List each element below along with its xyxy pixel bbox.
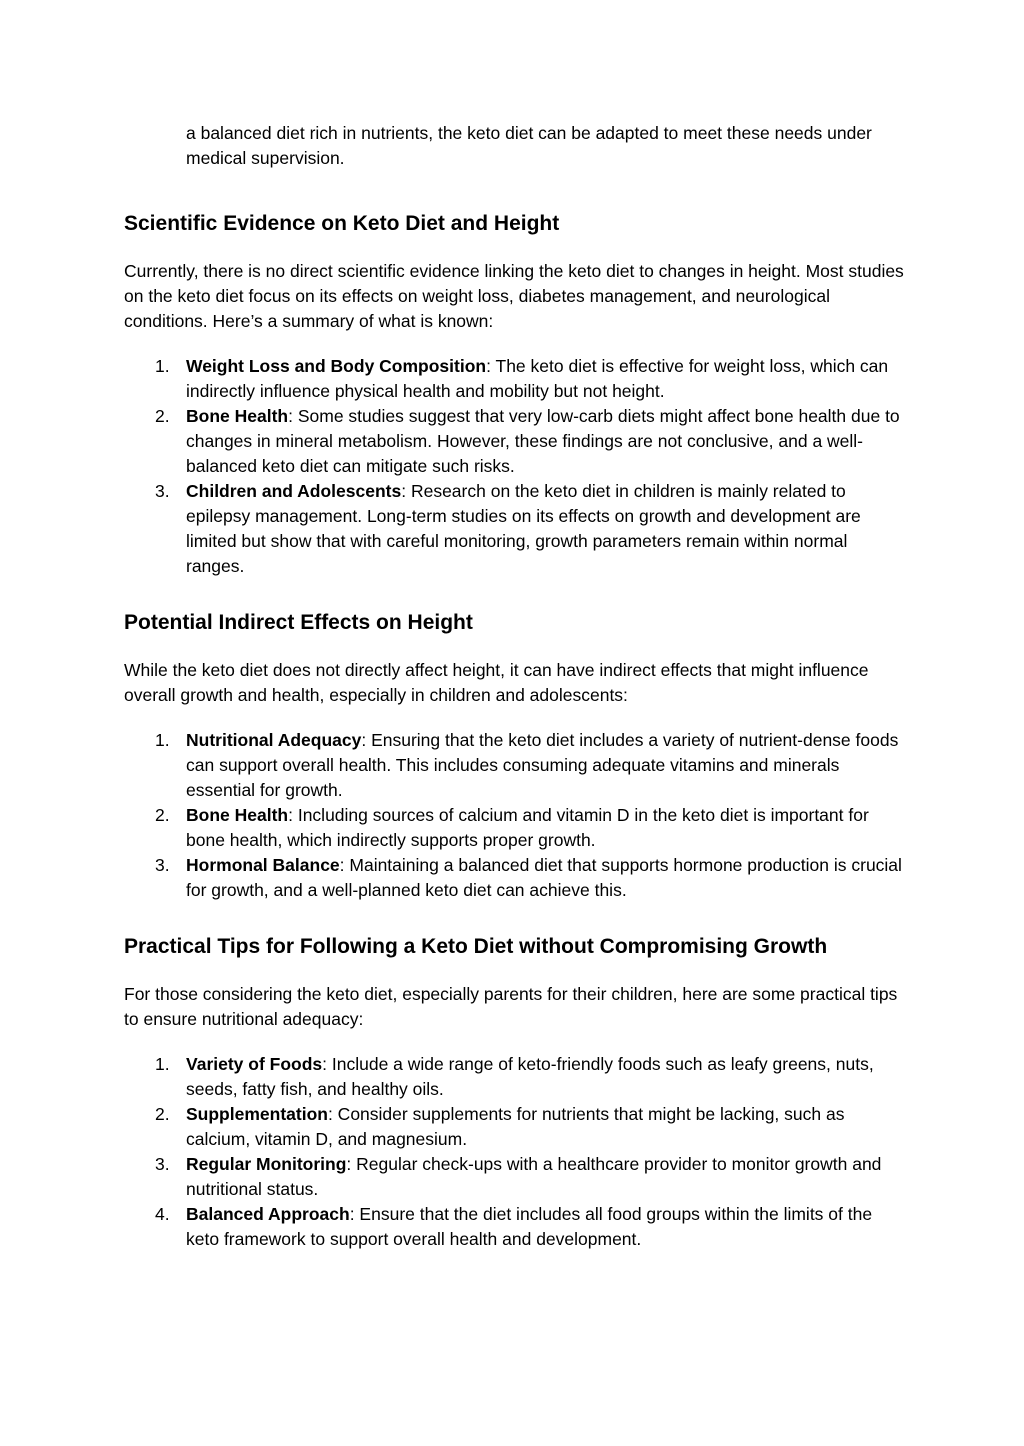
list-item-text: : The keto diet is effective for weight loss, which can indirectly influence physical health and mobility but not height. — [186, 356, 889, 401]
list-item-term: Balanced Approach — [186, 1204, 350, 1224]
list-item-number: 1. — [155, 1054, 170, 1074]
list-item-number: 1. — [155, 356, 170, 376]
list-item — [124, 354, 904, 404]
list-item-term: Nutritional Adequacy — [186, 730, 362, 750]
list-item — [124, 803, 904, 853]
list-item-term: Bone Health — [186, 406, 289, 426]
section-intro-scientific-evidence: Currently, there is no direct scientific evidence linking the keto diet to changes in height. Most studies on the keto diet focus on its effects on weight loss, diabetes management, and neurological conditions. Here’s a summary of what is known: — [124, 261, 904, 331]
list-practical-tips — [124, 1052, 904, 1252]
list-item-term: Weight Loss and Body Composition — [186, 356, 487, 376]
list-item — [124, 404, 904, 479]
list-item — [124, 479, 904, 579]
list-indirect-effects — [124, 728, 904, 903]
list-item-text: : Ensure that the diet includes all food groups within the limits of the keto framework to support overall health and development. — [186, 1204, 873, 1249]
section-heading-practical-tips: Practical Tips for Following a Keto Diet without Compromising Growth — [124, 935, 828, 958]
list-item-term: Regular Monitoring — [186, 1154, 347, 1174]
list-item-text: : Some studies suggest that very low-carb diets might affect bone health due to changes in mineral metabolism. However, these findings are not conclusive, and a well-balanced keto diet can mitigate such risks. — [186, 406, 900, 476]
list-item-term: Supplementation — [186, 1104, 328, 1124]
list-scientific-evidence — [124, 354, 904, 579]
list-item-text: : Including sources of calcium and vitamin D in the keto diet is important for bone health, which indirectly supports proper growth. — [186, 805, 869, 850]
list-item-number: 3. — [155, 481, 170, 501]
list-item-term: Variety of Foods — [186, 1054, 323, 1074]
list-item-number: 3. — [155, 855, 170, 875]
list-item-term: Bone Health — [186, 805, 289, 825]
list-item-term: Hormonal Balance — [186, 855, 340, 875]
list-item — [124, 1152, 904, 1202]
list-item — [124, 1202, 904, 1252]
list-item-term: Children and Adolescents — [186, 481, 402, 501]
list-item-text: : Regular check-ups with a healthcare provider to monitor growth and nutritional status. — [186, 1154, 882, 1199]
section-intro-practical-tips: For those considering the keto diet, especially parents for their children, here are some practical tips to ensure nutritional adequacy: — [124, 984, 898, 1029]
list-item-number: 2. — [155, 406, 170, 426]
list-item-text: : Consider supplements for nutrients that might be lacking, such as calcium, vitamin D, and magnesium. — [186, 1104, 845, 1149]
list-item-number: 2. — [155, 1104, 170, 1124]
document-page — [124, 121, 904, 1252]
section-heading-indirect-effects: Potential Indirect Effects on Height — [124, 611, 473, 634]
section-heading-scientific-evidence: Scientific Evidence on Keto Diet and Height — [124, 212, 560, 235]
list-item-text: : Ensuring that the keto diet includes a variety of nutrient-dense foods can support overall health. This includes consuming adequate vitamins and minerals essential for growth. — [186, 730, 899, 800]
list-item — [124, 1102, 904, 1152]
list-item — [124, 1052, 904, 1102]
list-item-number: 3. — [155, 1154, 170, 1174]
list-item — [124, 853, 904, 903]
continuation-paragraph: a balanced diet rich in nutrients, the keto diet can be adapted to meet these needs under medical supervision. — [186, 123, 872, 168]
list-item-text: : Research on the keto diet in children is mainly related to epilepsy management. Long-term studies on its effects on growth and development are limited but show that with careful monitoring, growth parameters remain within normal ranges. — [186, 481, 861, 576]
section-intro-indirect-effects: While the keto diet does not directly affect height, it can have indirect effects that might influence overall growth and health, especially in children and adolescents: — [124, 660, 869, 705]
list-item-number: 4. — [155, 1204, 170, 1224]
list-item-text: : Maintaining a balanced diet that supports hormone production is crucial for growth, and a well-planned keto diet can achieve this. — [186, 855, 902, 900]
list-item — [124, 728, 904, 803]
list-item-text: : Include a wide range of keto-friendly foods such as leafy greens, nuts, seeds, fatty fish, and healthy oils. — [186, 1054, 874, 1099]
list-item-number: 1. — [155, 730, 170, 750]
list-item-number: 2. — [155, 805, 170, 825]
